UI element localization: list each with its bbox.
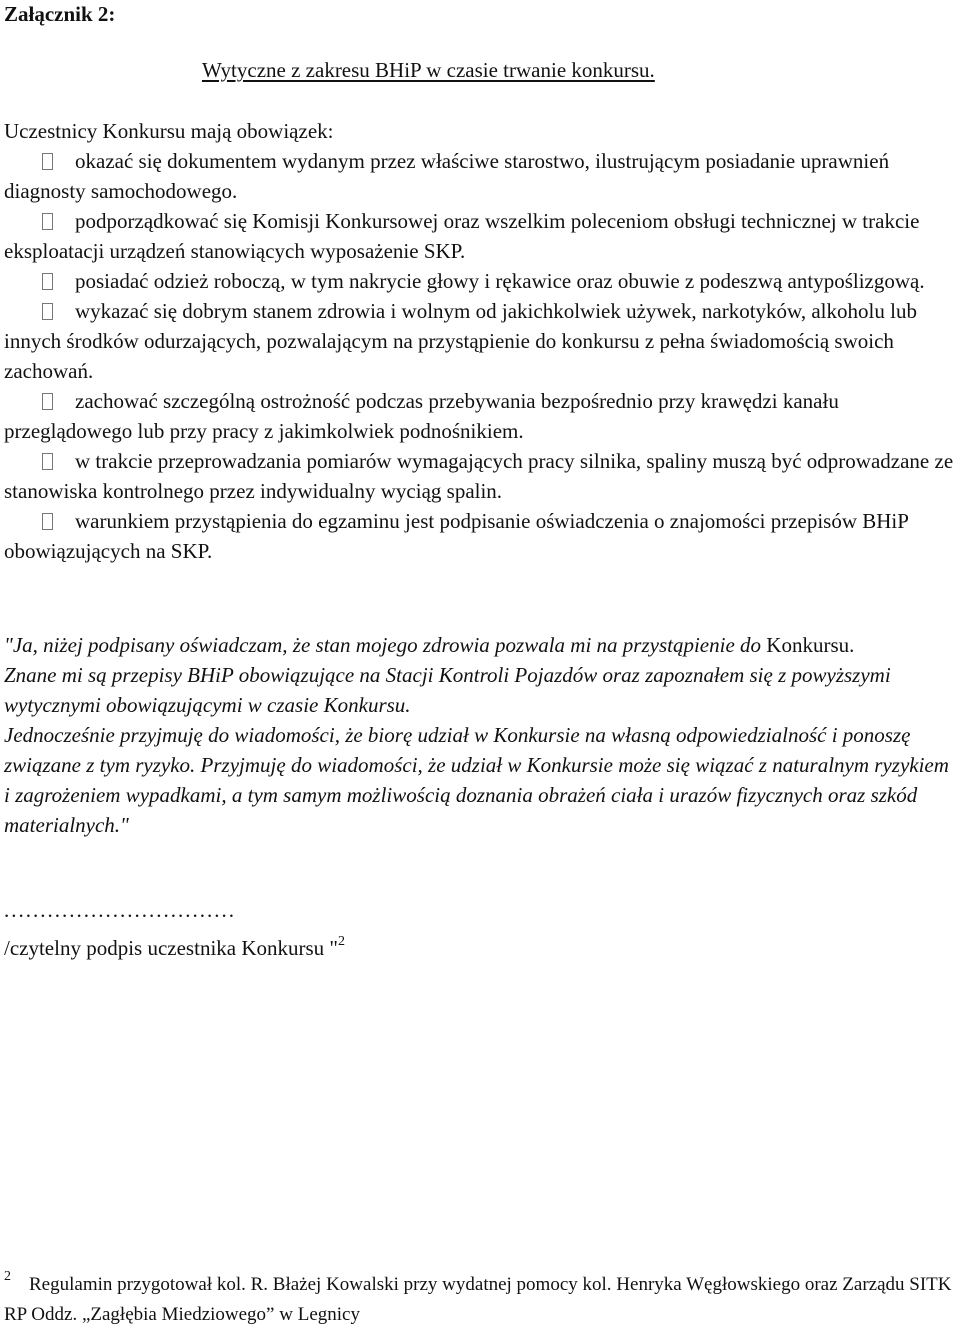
bullet-box-icon — [42, 213, 53, 230]
bullet-box-icon — [42, 303, 53, 320]
obligation-text: warunkiem przystąpienia do egzaminu jest podpisanie oświadczenia o znajomości przepisów BHiP obowiązujących na SKP. — [4, 509, 909, 563]
bullet-box-icon — [42, 513, 53, 530]
list-item — [4, 266, 960, 296]
obligation-text: w trakcie przeprowadzania pomiarów wymagających pracy silnika, spaliny muszą być odprowadzane ze stanowiska kontrolnego przez indywidualny wyciąg spalin. — [4, 449, 954, 503]
list-item — [4, 506, 960, 566]
signature-caption: /czytelny podpis uczestnika Konkursu " — [4, 936, 339, 960]
footnote-reference: 2 — [338, 934, 346, 949]
signature-label — [4, 928, 345, 962]
bullet-box-icon — [42, 273, 53, 290]
bullet-box-icon — [42, 393, 53, 410]
obligation-text: podporządkować się Komisji Konkursowej oraz wszelkim poleceniom obsługi technicznej w trakcie eksploatacji urządzeń stanowiących wyposażenie SKP. — [4, 209, 920, 263]
obligation-text: wykazać się dobrym stanem zdrowia i wolnym od jakichkolwiek używek, narkotyków, alkoholu lub innych środków odurzających, pozwalającym na przystąpienie do konkursu z pełna świadomością swoich zachowań. — [4, 299, 917, 383]
declaration-paragraph — [4, 630, 954, 660]
list-item — [4, 146, 960, 206]
health-declaration — [4, 630, 954, 840]
obligations-list — [4, 146, 960, 566]
declaration-paragraph: Znane mi są przepisy BHiP obowiązujące na Stacji Kontroli Pojazdów oraz zapoznałem się z powyższymi wytycznymi obowiązującymi w czasie Konkursu. — [4, 663, 891, 717]
list-item — [4, 206, 960, 266]
obligation-text: zachować szczególną ostrożność podczas przebywania bezpośrednio przy krawędzi kanału przeglądowego lub przy pracy z jakimkolwiek podnośnikiem. — [4, 389, 839, 443]
list-item — [4, 386, 960, 446]
attachment-heading: Załącznik 2: — [4, 2, 116, 26]
bullet-box-icon — [42, 453, 53, 470]
footnote — [4, 1262, 954, 1330]
bullet-box-icon — [42, 153, 53, 170]
list-item — [4, 446, 960, 506]
declaration-text: "Ja, niżej podpisany oświadczam, że stan mojego zdrowia pozwala mi na przystąpienie do — [4, 633, 762, 657]
signature-dotted-line: ................................ — [4, 898, 236, 922]
obligation-text: okazać się dokumentem wydanym przez właściwe starostwo, ilustrującym posiadanie uprawnień diagnosty samochodowego. — [4, 149, 890, 203]
list-item — [4, 296, 960, 386]
footnote-number: 2 — [4, 1269, 11, 1284]
footnote-text: Regulamin przygotował kol. R. Błażej Kowalski przy wydatnej pomocy kol. Henryka Węgłowskiego oraz Zarządu SITK RP Oddz. „Zagłębia Miedziowego” w Legnicy — [4, 1274, 952, 1325]
obligations-intro: Uczestnicy Konkursu mają obowiązek: — [4, 119, 334, 143]
declaration-paragraph: Jednocześnie przyjmuję do wiadomości, że biorę udział w Konkursie na własną odpowiedzialność i ponoszę związane z tym ryzyko. Przyjmuję do wiadomości, że udział w Konkursie może się wiązać z naturalnym ryzykiem i zagrożeniem wypadkami, a tym samym możliwością doznania obrażeń ciała i urazów fizycznych oraz szkód materialnych." — [4, 723, 949, 837]
obligation-text: posiadać odzież roboczą, w tym nakrycie głowy i rękawice oraz obuwie z podeszwą antypoślizgową. — [75, 269, 925, 293]
guidelines-title: Wytyczne z zakresu BHiP w czasie trwanie konkursu. — [202, 58, 655, 82]
declaration-text: Konkursu. — [766, 633, 855, 657]
